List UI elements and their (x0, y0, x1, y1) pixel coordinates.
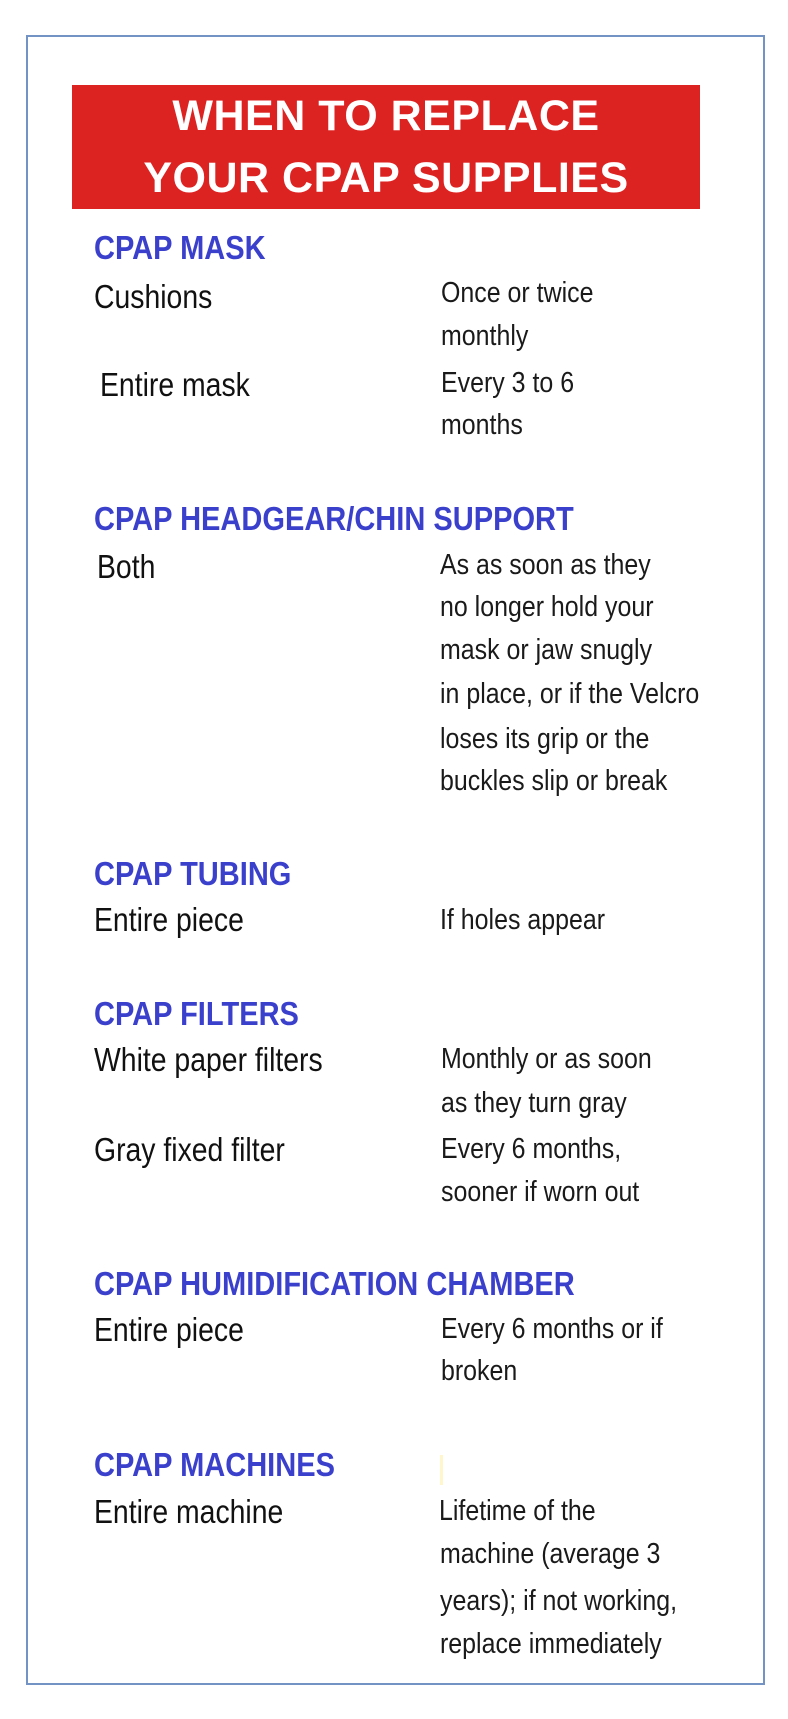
value-line: Lifetime of the (439, 1495, 596, 1527)
value-line: years); if not working, (440, 1585, 678, 1617)
value-line: replace immediately (440, 1628, 662, 1660)
value-line: loses its grip or the (440, 723, 650, 755)
value-line: Every 6 months, (441, 1133, 622, 1165)
value-line: buckles slip or break (440, 765, 668, 797)
item-entire-piece: Entire piece (94, 901, 244, 938)
value-line: Every 6 months or if (441, 1313, 663, 1345)
value-line: in place, or if the Velcro (440, 678, 700, 710)
section-heading-headgear: CPAP HEADGEAR/CHIN SUPPORT (94, 500, 574, 537)
title-banner (72, 85, 700, 209)
value-line: no longer hold your (440, 591, 654, 623)
title-line-1: WHEN TO REPLACE (172, 92, 600, 140)
value-line: machine (average 3 (440, 1538, 661, 1570)
item-entire-piece: Entire piece (94, 1311, 244, 1348)
text-cursor-mark (440, 1455, 443, 1485)
item-white-paper-filters: White paper filters (94, 1041, 323, 1078)
value-line: Once or twice (441, 277, 594, 309)
value-line: If holes appear (440, 904, 605, 936)
value-line: monthly (441, 320, 529, 352)
value-line: Monthly or as soon (441, 1043, 652, 1075)
value-line: Every 3 to 6 (441, 367, 575, 399)
value-line: sooner if worn out (441, 1176, 640, 1208)
section-heading-tubing: CPAP TUBING (94, 855, 292, 892)
item-cushions: Cushions (94, 278, 213, 315)
item-entire-mask: Entire mask (100, 366, 250, 403)
value-line: As as soon as they (440, 549, 651, 581)
item-entire-machine: Entire machine (94, 1493, 284, 1530)
section-heading-mask: CPAP MASK (94, 229, 266, 266)
value-line: broken (441, 1355, 518, 1387)
section-heading-machines: CPAP MACHINES (94, 1446, 335, 1483)
section-heading-filters: CPAP FILTERS (94, 995, 299, 1032)
value-line: as they turn gray (441, 1087, 627, 1119)
title-line-2: YOUR CPAP SUPPLIES (143, 154, 629, 202)
item-gray-fixed-filter: Gray fixed filter (94, 1131, 285, 1168)
value-line: mask or jaw snugly (440, 634, 653, 666)
section-heading-humidification: CPAP HUMIDIFICATION CHAMBER (94, 1265, 575, 1302)
value-line: months (441, 409, 523, 441)
item-both: Both (97, 548, 156, 585)
